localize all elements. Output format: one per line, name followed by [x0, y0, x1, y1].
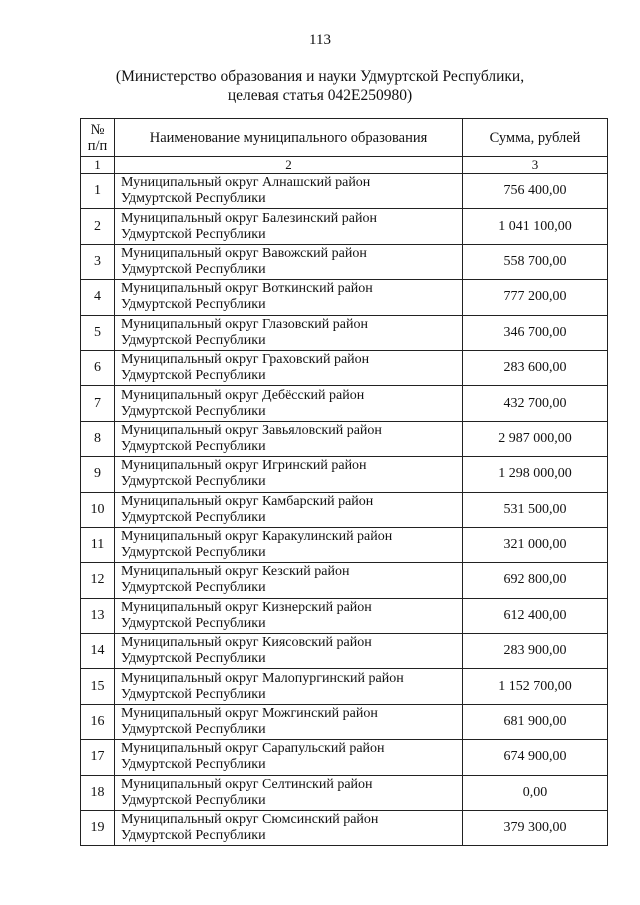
amount-rubles: 283 600,00: [463, 350, 608, 385]
table-row: [81, 598, 608, 633]
amount-rubles: 558 700,00: [463, 244, 608, 279]
heading-line-2: целевая статья 042E250980): [227, 87, 413, 104]
municipality-name-line-1: Муниципальный округ Завьяловский район: [121, 422, 382, 438]
municipality-name-line-1: Муниципальный округ Кизнерский район: [121, 599, 372, 615]
row-number: 3: [81, 244, 115, 279]
amount-rubles: 681 900,00: [463, 704, 608, 739]
municipality-name: [115, 386, 463, 421]
municipality-name-line-1: Муниципальный округ Киясовский район: [121, 635, 372, 651]
municipality-name-line-1: Муниципальный округ Балезинский район: [121, 210, 377, 226]
amount-rubles: 346 700,00: [463, 315, 608, 350]
column-index: 2: [115, 157, 463, 174]
amount-rubles: 0,00: [463, 775, 608, 810]
amount-rubles: 756 400,00: [463, 174, 608, 209]
municipality-name-line-1: Муниципальный округ Малопургинский район: [121, 670, 404, 686]
table-row: [81, 209, 608, 244]
table-row: [81, 669, 608, 704]
amount-rubles: 321 000,00: [463, 527, 608, 562]
municipality-name-line-2: Удмуртской Республики: [121, 686, 266, 702]
municipality-name-line-1: Муниципальный округ Воткинский район: [121, 281, 373, 297]
municipality-name: [115, 811, 463, 846]
amount-rubles: 1 152 700,00: [463, 669, 608, 704]
amount-rubles: 2 987 000,00: [463, 421, 608, 456]
header-num: № п/п: [81, 119, 115, 157]
municipality-name-line-2: Удмуртской Республики: [121, 828, 266, 844]
municipality-name-line-2: Удмуртской Республики: [121, 261, 266, 277]
row-number: 9: [81, 457, 115, 492]
municipality-name-line-1: Муниципальный округ Алнашский район: [121, 175, 371, 191]
table-body: [81, 174, 608, 846]
municipality-name-line-1: Муниципальный округ Сарапульский район: [121, 741, 385, 757]
amount-rubles: 777 200,00: [463, 280, 608, 315]
row-number: 16: [81, 704, 115, 739]
amount-rubles: 379 300,00: [463, 811, 608, 846]
municipality-name: [115, 315, 463, 350]
municipality-name: [115, 244, 463, 279]
table-row: [81, 811, 608, 846]
table-row: [81, 386, 608, 421]
municipality-name: [115, 457, 463, 492]
amount-rubles: 283 900,00: [463, 634, 608, 669]
municipality-name: [115, 174, 463, 209]
municipality-name-line-1: Муниципальный округ Камбарский район: [121, 493, 374, 509]
municipality-name-line-2: Удмуртской Республики: [121, 792, 266, 808]
municipality-name-line-2: Удмуртской Республики: [121, 226, 266, 242]
row-number: 5: [81, 315, 115, 350]
municipality-name-line-2: Удмуртской Республики: [121, 191, 266, 207]
header-name: Наименование муниципального образования: [115, 119, 463, 157]
table-row: [81, 280, 608, 315]
table-row: [81, 492, 608, 527]
allocation-table: [80, 118, 608, 846]
municipality-name-line-1: Муниципальный округ Можгинский район: [121, 706, 378, 722]
municipality-name-line-2: Удмуртской Республики: [121, 651, 266, 667]
municipality-name-line-1: Муниципальный округ Селтинский район: [121, 776, 373, 792]
table-row: [81, 315, 608, 350]
municipality-name: [115, 209, 463, 244]
municipality-name: [115, 704, 463, 739]
document-heading: [0, 67, 640, 105]
column-index: 1: [81, 157, 115, 174]
municipality-name-line-2: Удмуртской Республики: [121, 368, 266, 384]
row-number: 7: [81, 386, 115, 421]
table-row: [81, 421, 608, 456]
table-row: [81, 740, 608, 775]
row-number: 17: [81, 740, 115, 775]
municipality-name-line-1: Муниципальный округ Кезский район: [121, 564, 350, 580]
table-row: [81, 244, 608, 279]
municipality-name-line-2: Удмуртской Республики: [121, 545, 266, 561]
table-row: [81, 704, 608, 739]
table-row: [81, 457, 608, 492]
municipality-name-line-2: Удмуртской Республики: [121, 757, 266, 773]
amount-rubles: 692 800,00: [463, 563, 608, 598]
municipality-name: [115, 598, 463, 633]
row-number: 4: [81, 280, 115, 315]
amount-rubles: 531 500,00: [463, 492, 608, 527]
table-row: [81, 527, 608, 562]
header-sum: Сумма, рублей: [463, 119, 608, 157]
municipality-name-line-1: Муниципальный округ Дебёсский район: [121, 387, 365, 403]
page-number: 113: [309, 32, 331, 48]
table-header-row: [81, 119, 608, 157]
municipality-name: [115, 492, 463, 527]
row-number: 8: [81, 421, 115, 456]
municipality-name: [115, 740, 463, 775]
row-number: 1: [81, 174, 115, 209]
municipality-name-line-2: Удмуртской Республики: [121, 474, 266, 490]
row-number: 10: [81, 492, 115, 527]
row-number: 14: [81, 634, 115, 669]
municipality-name-line-2: Удмуртской Республики: [121, 297, 266, 313]
row-number: 15: [81, 669, 115, 704]
municipality-name-line-2: Удмуртской Республики: [121, 438, 266, 454]
municipality-name-line-1: Муниципальный округ Глазовский район: [121, 316, 368, 332]
row-number: 6: [81, 350, 115, 385]
municipality-name-line-2: Удмуртской Республики: [121, 403, 266, 419]
row-number: 13: [81, 598, 115, 633]
municipality-name-line-2: Удмуртской Республики: [121, 509, 266, 525]
municipality-name-line-2: Удмуртской Республики: [121, 615, 266, 631]
municipality-name-line-2: Удмуртской Республики: [121, 332, 266, 348]
table-row: [81, 350, 608, 385]
table-row: [81, 634, 608, 669]
amount-rubles: 612 400,00: [463, 598, 608, 633]
amount-rubles: 432 700,00: [463, 386, 608, 421]
municipality-name: [115, 669, 463, 704]
amount-rubles: 1 041 100,00: [463, 209, 608, 244]
table-row: [81, 174, 608, 209]
amount-rubles: 1 298 000,00: [463, 457, 608, 492]
amount-rubles: 674 900,00: [463, 740, 608, 775]
municipality-name-line-1: Муниципальный округ Граховский район: [121, 352, 370, 368]
column-index-row: [81, 157, 608, 174]
heading-line-1: (Министерство образования и науки Удмуртской Республики,: [115, 68, 525, 85]
column-index: 3: [463, 157, 608, 174]
row-number: 12: [81, 563, 115, 598]
municipality-name-line-1: Муниципальный округ Вавожский район: [121, 245, 367, 261]
municipality-name-line-1: Муниципальный округ Каракулинский район: [121, 529, 393, 545]
municipality-name: [115, 350, 463, 385]
row-number: 19: [81, 811, 115, 846]
municipality-name: [115, 421, 463, 456]
municipality-name: [115, 280, 463, 315]
municipality-name-line-2: Удмуртской Республики: [121, 580, 266, 596]
municipality-name: [115, 527, 463, 562]
table-row: [81, 563, 608, 598]
municipality-name-line-1: Муниципальный округ Игринский район: [121, 458, 367, 474]
municipality-name: [115, 563, 463, 598]
row-number: 2: [81, 209, 115, 244]
row-number: 11: [81, 527, 115, 562]
row-number: 18: [81, 775, 115, 810]
municipality-name: [115, 634, 463, 669]
municipality-name-line-2: Удмуртской Республики: [121, 722, 266, 738]
municipality-name-line-1: Муниципальный округ Сюмсинский район: [121, 812, 379, 828]
municipality-name: [115, 775, 463, 810]
table-row: [81, 775, 608, 810]
